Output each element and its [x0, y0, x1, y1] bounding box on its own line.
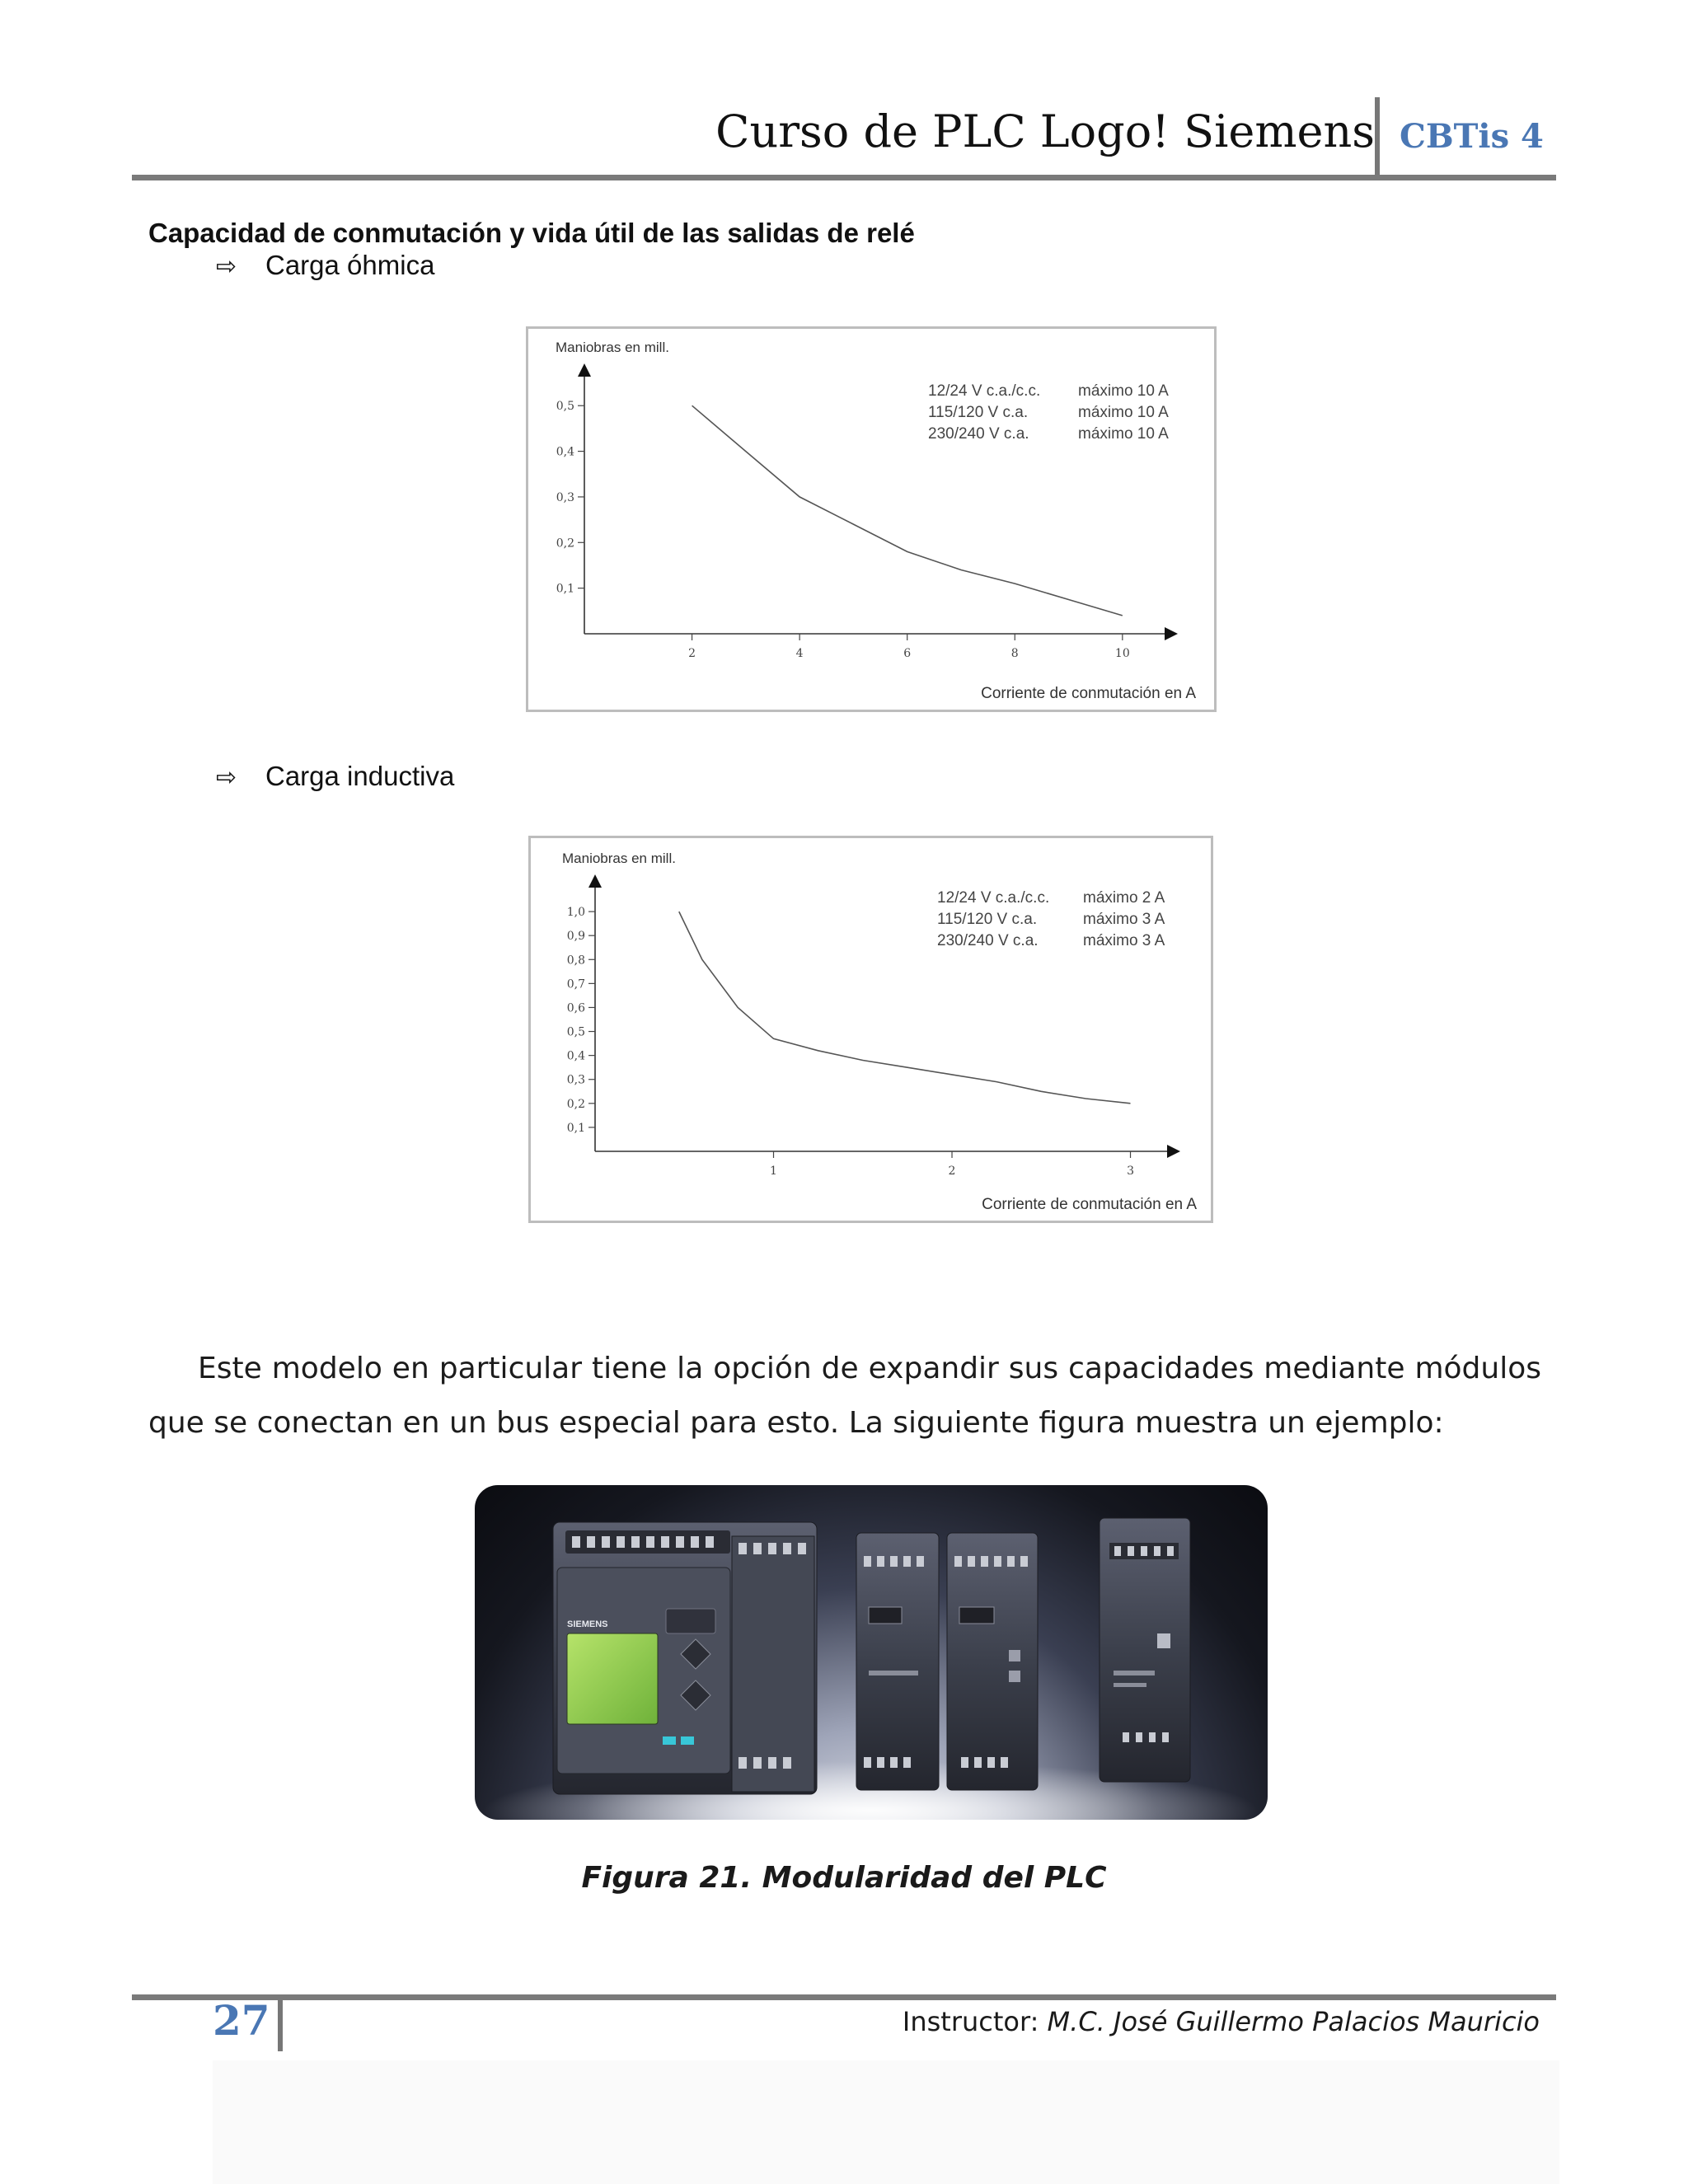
y-tick-label: 0,6 — [566, 1001, 585, 1015]
y-tick-label: 0,9 — [566, 930, 585, 944]
y-tick-label: 0,3 — [556, 490, 574, 504]
bullet-label: Carga óhmica — [265, 250, 435, 280]
plc-modules-photo — [475, 1485, 1268, 1820]
bullet-ohmic-load — [216, 250, 434, 281]
instructor-name: M.C. José Guillermo Palacios Mauricio — [1047, 2006, 1540, 2037]
y-tick-label: 0,3 — [566, 1073, 585, 1087]
x-tick-label: 6 — [903, 647, 912, 660]
plc-lcd-display — [567, 1633, 658, 1724]
legend-max: máximo 10 A — [1078, 425, 1169, 443]
y-axis-label: Maniobras en mill. — [562, 851, 676, 866]
chart-ohmic-load-svg — [528, 329, 1214, 710]
figure-caption: Figura 21. Modularidad del PLC — [581, 1861, 1107, 1895]
legend-max: máximo 10 A — [1078, 404, 1169, 421]
footer-divider — [278, 2000, 283, 2051]
arrow-right-outline-icon: ⇨ — [216, 763, 237, 792]
chart-inductive-load — [528, 836, 1213, 1223]
y-tick-label: 0,2 — [556, 537, 574, 551]
x-axis-label: Corriente de conmutación en A — [982, 1196, 1197, 1213]
header-divider — [1375, 97, 1380, 176]
y-tick-label: 0,5 — [566, 1025, 585, 1039]
section-title: Capacidad de conmutación y vida útil de las salidas de relé — [148, 218, 915, 248]
chart-inductive-load-svg — [531, 838, 1211, 1221]
legend-max: máximo 3 A — [1083, 911, 1165, 928]
bullet-inductive-load — [216, 761, 454, 792]
y-tick-label: 0,1 — [566, 1121, 585, 1135]
document-title: Curso de PLC Logo! Siemens — [715, 105, 1375, 157]
chart-series-line — [679, 912, 1131, 1104]
y-tick-label: 0,8 — [566, 954, 585, 968]
legend-voltage: 12/24 V c.a./c.c. — [937, 889, 1050, 907]
x-tick-label: 1 — [770, 1165, 777, 1178]
x-tick-label: 4 — [795, 647, 804, 660]
y-tick-label: 1,0 — [566, 906, 585, 920]
x-tick-label: 8 — [1010, 647, 1019, 660]
legend-voltage: 115/120 V c.a. — [928, 404, 1029, 421]
x-tick-label: 2 — [688, 647, 696, 660]
y-tick-label: 0,4 — [556, 445, 574, 459]
y-tick-label: 0,5 — [556, 400, 574, 414]
body-paragraph: Este modelo en particular tiene la opción de expandir sus capacidades mediante módulos que se conectan en un bus especial para esto. La siguiente figura muestra un ejemplo: — [148, 1352, 1541, 1440]
legend-max: máximo 2 A — [1083, 889, 1165, 907]
legend-voltage: 230/240 V c.a. — [937, 932, 1039, 949]
siemens-logo-text: SIEMENS — [567, 1619, 608, 1629]
footer-rule — [132, 1994, 1556, 2000]
page-bottom-shade — [213, 2060, 1559, 2184]
legend-voltage: 115/120 V c.a. — [937, 911, 1038, 928]
legend-max: máximo 3 A — [1083, 932, 1165, 949]
chart-ohmic-load — [526, 326, 1217, 712]
school-name: CBTis 4 — [1400, 117, 1544, 156]
plc-modules-illustration — [475, 1485, 1268, 1820]
header-rule — [132, 175, 1556, 180]
x-tick-label: 2 — [948, 1165, 956, 1178]
legend-voltage: 12/24 V c.a./c.c. — [928, 382, 1041, 400]
y-tick-label: 0,7 — [566, 977, 585, 991]
bullet-label: Carga inductiva — [265, 761, 455, 791]
y-tick-label: 0,4 — [566, 1049, 585, 1063]
x-tick-label: 3 — [1127, 1165, 1134, 1178]
y-axis-label: Maniobras en mill. — [556, 340, 669, 355]
instructor-label: Instructor: — [902, 2006, 1048, 2037]
legend-voltage: 230/240 V c.a. — [928, 425, 1029, 443]
x-axis-label: Corriente de conmutación en A — [981, 685, 1196, 702]
page-number: 27 — [213, 1996, 270, 2045]
y-tick-label: 0,2 — [566, 1097, 585, 1111]
x-tick-label: 10 — [1114, 647, 1130, 660]
legend-max: máximo 10 A — [1078, 382, 1169, 400]
y-tick-label: 0,1 — [556, 582, 574, 596]
instructor-credit — [903, 2006, 1540, 2037]
arrow-right-outline-icon: ⇨ — [216, 252, 237, 281]
chart-series-line — [692, 405, 1123, 616]
